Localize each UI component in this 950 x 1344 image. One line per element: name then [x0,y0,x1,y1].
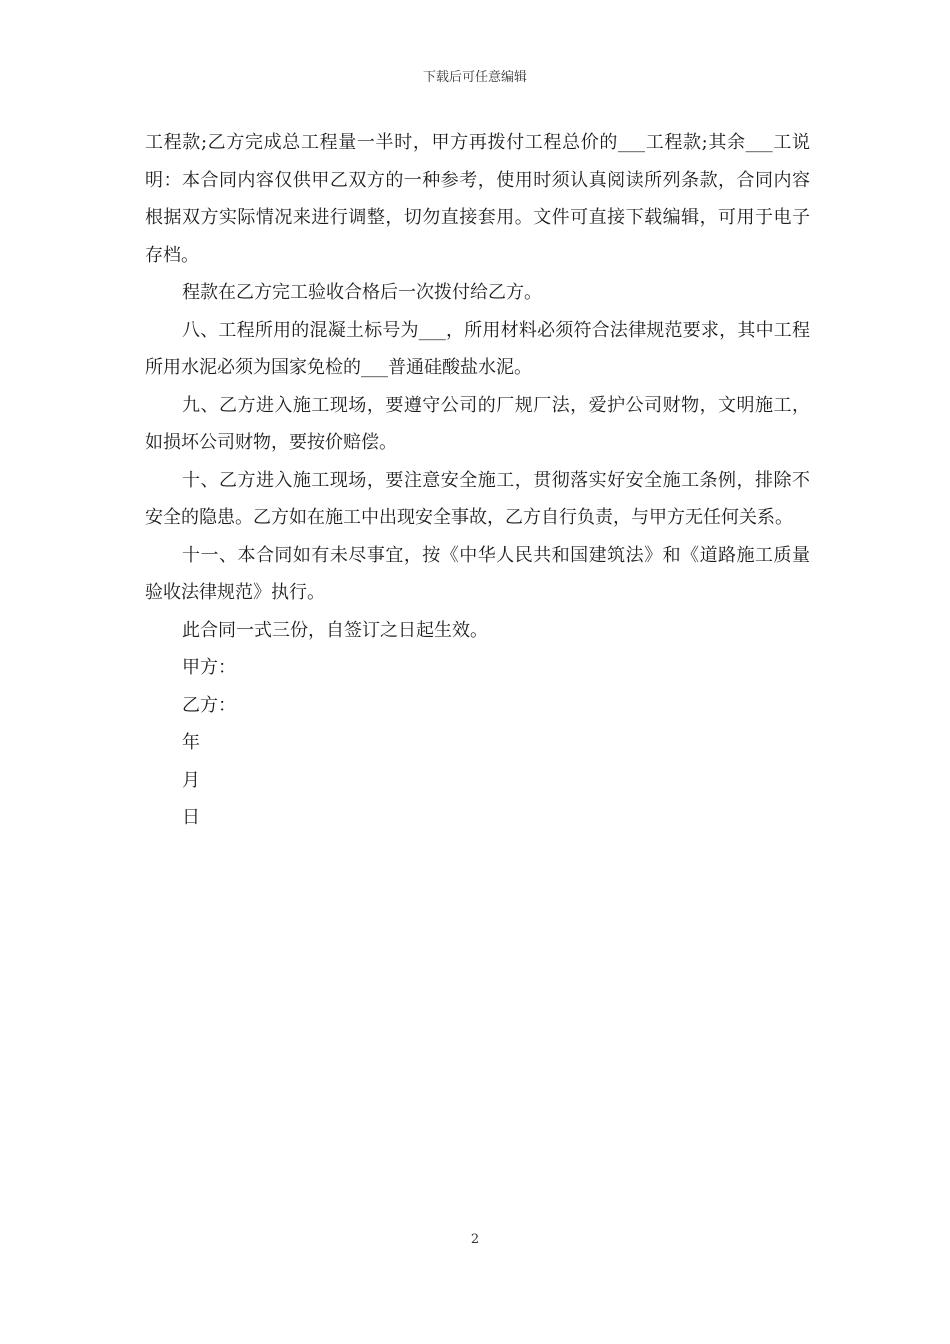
date-day-label: 日 [182,807,200,828]
paragraph-clause-10: 十、乙方进入施工现场，要注意安全施工，贯彻落实好安全施工条例，排除不安全的隐患。乙方如在施工中出现安全事故，乙方自行负责，与甲方无任何关系。 [145,469,810,528]
page-number: 2 [470,1232,480,1247]
page-header: 下载后可任意编辑 [422,70,527,85]
paragraph-payment-terms: 工程款;乙方完成总工程量一半时，甲方再拨付工程总价的___工程款;其余___工说明：本合同内容仅供甲乙双方的一种参考，使用时须认真阅读所列条款，合同内容根据双方实际情况来进行调整，切勿直接套用。文件可直接下载编辑，可用于电子存档。 [145,132,810,266]
paragraph-clause-11: 十一、本合同如有未尽事宜，按《中华人民共和国建筑法》和《道路施工质量验收法律规范》执行。 [145,544,810,603]
document-body [145,124,810,837]
date-year-label: 年 [182,732,200,753]
signature-block [145,649,810,837]
party-a-label: 甲方： [182,657,236,678]
party-b-label: 乙方： [182,694,236,716]
paragraph-final-payment: 程款在乙方完工验收合格后一次拨付给乙方。 [182,282,542,303]
paragraph-effective: 此合同一式三份，自签订之日起生效。 [182,619,488,641]
paragraph-clause-8: 八、工程所用的混凝土标号为___，所用材料必须符合法律规范要求，其中工程所用水泥必须为国家免检的___普通硅酸盐水泥。 [145,319,810,378]
date-month-label: 月 [182,769,200,791]
paragraph-clause-9: 九、乙方进入施工现场，要遵守公司的厂规厂法，爱护公司财物，文明施工，如损坏公司财物，要按价赔偿。 [145,394,810,453]
